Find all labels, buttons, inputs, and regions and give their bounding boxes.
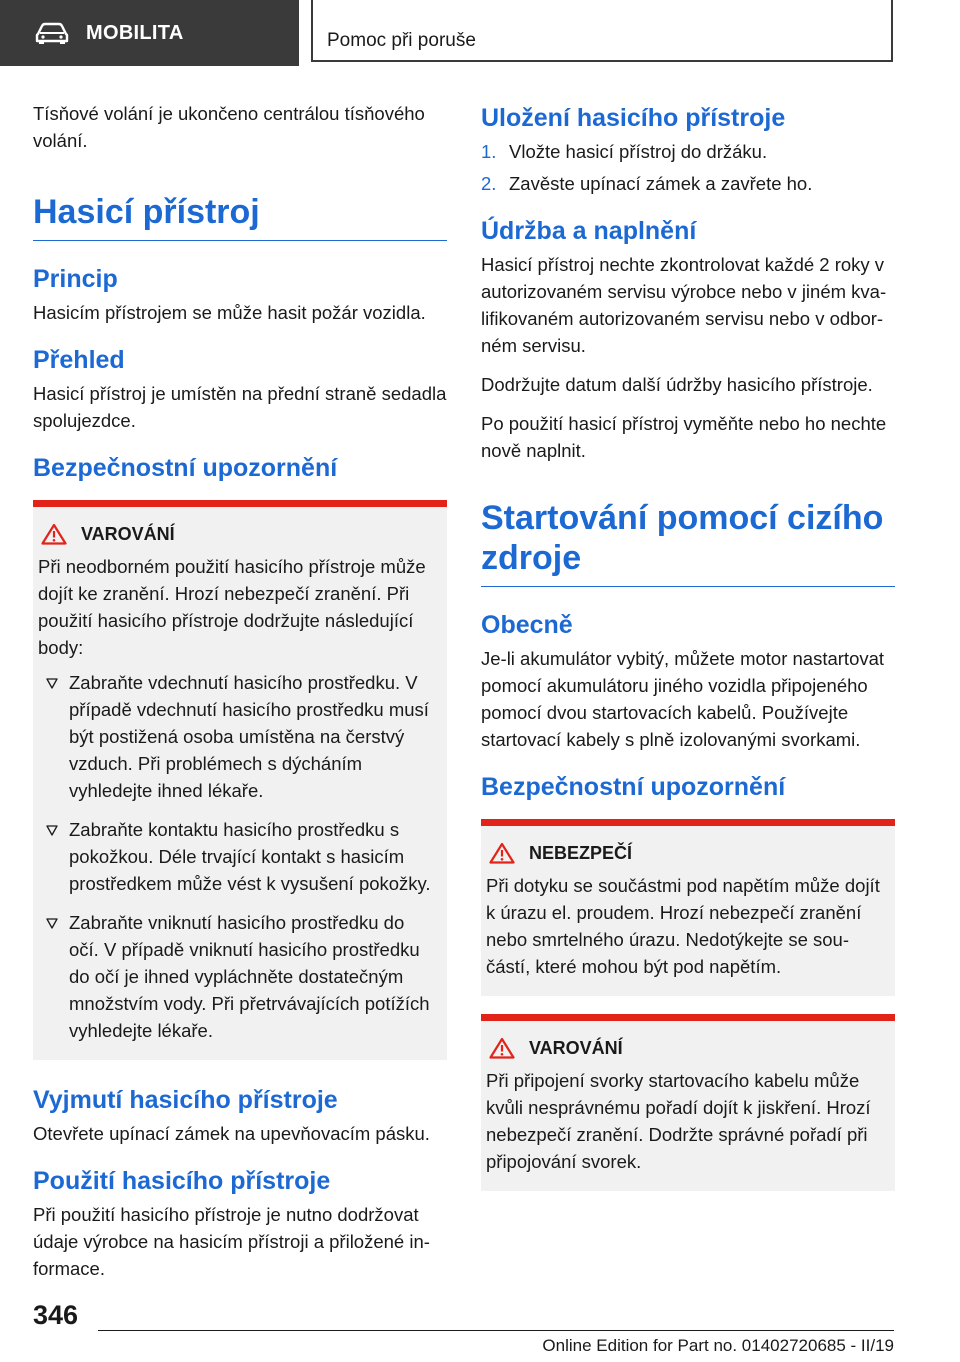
heading-rule — [481, 586, 895, 587]
udrzba-text-1: Hasicí přístroj nechte zkontrolovat každé 2 roky v autorizovaném servisu výrobce nebo v jiném kvalifikovaném autorizovaném servisu nebo v odborném servisu. — [481, 254, 887, 356]
udrzba-text-3: Po použití hasicí přístroj vyměňte nebo ho nechte nově naplnit. — [481, 413, 887, 461]
warning-bullets — [38, 669, 439, 1044]
princip-text: Hasicím přístrojem se může hasit požár vozidla. — [33, 302, 426, 323]
footer-rule — [98, 1330, 894, 1331]
chapter-tab[interactable] — [0, 0, 299, 66]
edition-text: Online Edition for Part no. 01402720685 - II/19 — [542, 1336, 894, 1355]
right-column — [481, 100, 895, 1209]
page-number: 346 — [33, 1300, 79, 1330]
danger-title — [486, 842, 887, 864]
section-tab[interactable] — [311, 0, 893, 62]
heading-pouziti: Použití hasicího přístroje — [33, 1167, 331, 1195]
chapter-heading-jump-start: Startování pomocí cizího zdroje — [481, 499, 884, 577]
danger-box — [481, 819, 895, 996]
warning-triangle-icon — [489, 842, 515, 864]
chapter-heading-fire-extinguisher: Hasicí přístroj — [33, 193, 260, 231]
pouziti-text: Při použití hasicího přístroje je nutno dodržovat údaje výrobce na hasicím přístroji a přiložené informace. — [33, 1204, 430, 1279]
list-item: Zabraňte vniknutí hasicího prostředku do očí. V případě vniknutí hasicího prostředku do očí je ihned vypláchněte dostatečným množstvím vody. Při přetrvávajících potížích vyhledejte lékaře. — [38, 909, 439, 1044]
page-header — [0, 0, 960, 66]
heading-obecne: Obecně — [481, 611, 573, 639]
warning-label: VAROVÁNÍ — [81, 523, 175, 544]
prehled-text: Hasicí přístroj je umístěn na přední straně sedadla spolujezdce. — [33, 383, 447, 431]
bullet-triangle-icon — [46, 918, 58, 929]
heading-princip: Princip — [33, 265, 118, 293]
car-icon — [34, 21, 70, 45]
danger-text: Při dotyku se součástmi pod napětím může dojít k úrazu el. proudem. Hrozí nebezpečí zranění nebo smrtelného úrazu. Nedotýkejte se součástí, které mohou být pod napětím. — [486, 875, 880, 977]
danger-label: NEBEZPEČÍ — [529, 842, 633, 863]
heading-safety-left: Bezpečnostní upozornění — [33, 454, 338, 482]
warning-triangle-icon — [489, 1037, 515, 1059]
warning-title — [486, 1037, 887, 1059]
warning-text: Při připojení svorky startovacího kabelu může kvůli nesprávnému pořadí dojít k jiskření. Hrozí nebezpečí zranění. Dodržte správné pořadí při připojování svorek. — [486, 1070, 871, 1172]
warning-label: VAROVÁNÍ — [529, 1037, 623, 1058]
list-item: 2. Zavěste upínací zámek a zavřete ho. — [481, 173, 813, 194]
warning-box-jump-start — [481, 1014, 895, 1191]
bullet-triangle-icon — [46, 678, 58, 689]
left-column — [33, 100, 447, 1294]
heading-ulozeni: Uložení hasicího přístroje — [481, 104, 786, 132]
warning-text: Při neodborném použití hasicího přístroje může dojít ke zranění. Hrozí nebezpečí zranění. Při použití hasicího přístroje dodržujte následující body: — [38, 556, 426, 658]
chapter-label: MOBILITA — [86, 21, 184, 44]
section-label: Pomoc při poruše — [327, 30, 476, 51]
warning-box-extinguisher — [33, 500, 447, 1060]
obecne-text: Je-li akumulátor vybitý, můžete motor nastartovat pomocí akumulátoru jiného vozidla připojeného pomocí dvou startovacích kabelů. Používejte startovací kabely s plně izolovanými svorkami. — [481, 648, 885, 750]
heading-safety-right: Bezpečnostní upozornění — [481, 773, 786, 801]
heading-vyjmuti: Vyjmutí hasicího přístroje — [33, 1086, 338, 1114]
warning-title — [38, 523, 439, 545]
list-item: Zabraňte kontaktu hasicího prostředku s pokožkou. Déle trvající kontakt s hasicím prostředkem může vést k vysušení pokožky. — [38, 816, 439, 897]
udrzba-text-2: Dodržujte datum další údržby hasicího přístroje. — [481, 374, 873, 395]
heading-prehled: Přehled — [33, 346, 125, 374]
intro-paragraph: Tísňové volání je ukončeno centrálou tísňového volání. — [33, 103, 425, 151]
warning-triangle-icon — [41, 523, 67, 545]
list-item: Zabraňte vdechnutí hasicího prostředku. V případě vdechnutí hasicího prostředku musí být postižená osoba umístěna na čerstvý vzduch. Při problémech s dýcháním vyhledejte ihned lékaře. — [38, 669, 439, 804]
heading-udrzba: Údržba a naplnění — [481, 217, 697, 245]
vyjmuti-text: Otevřete upínací zámek na upevňovacím pásku. — [33, 1123, 430, 1144]
list-item: 1. Vložte hasicí přístroj do držáku. — [481, 141, 768, 162]
steps-list — [481, 138, 895, 197]
heading-rule — [33, 240, 447, 241]
bullet-triangle-icon — [46, 825, 58, 836]
